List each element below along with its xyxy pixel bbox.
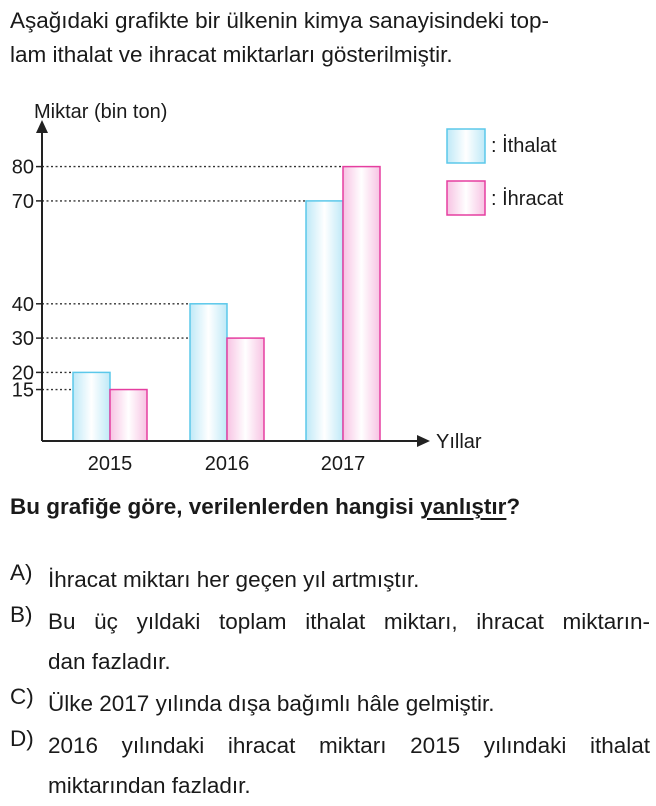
y-tick-label: 40 [11, 293, 34, 316]
y-tick-label: 70 [11, 190, 34, 213]
option-text: Ülke 2017 yılında dışa bağımlı hâle gelmiştir. [48, 691, 495, 716]
intro-line-1: Aşağıdaki grafikte bir ülkenin kimya sanayisindeki top- [10, 8, 550, 33]
x-tick-label: 2017 [320, 453, 366, 475]
legend-swatch-ithalat [447, 129, 485, 163]
bar-ithalat-2017 [306, 201, 343, 441]
option-letter: A) [10, 560, 33, 585]
question-underlined: yanlıştır [420, 494, 507, 519]
option-letter: D) [10, 726, 34, 751]
bar-ihracat-2017 [343, 167, 380, 441]
option-text: Bu üç yıldaki toplam ithalat miktarı, ihracat miktarın- [48, 609, 650, 634]
y-axis-label: Miktar (bin ton) [34, 101, 168, 123]
y-tick-label: 15 [11, 379, 34, 402]
option-text: miktarından fazladır. [48, 773, 251, 798]
x-axis-arrow [417, 435, 430, 447]
bar-ihracat-2015 [110, 390, 147, 441]
y-tick-label: 20 [11, 362, 34, 385]
option-letter: C) [10, 684, 34, 709]
option-text: dan fazladır. [48, 649, 171, 674]
x-tick-label: 2015 [87, 453, 133, 475]
bar-ithalat-2015 [73, 372, 110, 441]
intro-line-2: lam ithalat ve ihracat miktarları gösterilmiştir. [10, 42, 453, 67]
x-axis-label: Yıllar [436, 431, 482, 453]
option-text: İhracat miktarı her geçen yıl artmıştır. [48, 567, 420, 592]
option-letter: B) [10, 602, 33, 627]
option-text: 2016 yılındaki ihracat miktarı 2015 yılındaki ithalat [48, 733, 650, 758]
legend-label-ihracat: : İhracat [491, 188, 564, 210]
x-tick-label: 2016 [204, 453, 250, 475]
legend-swatch-ihracat [447, 181, 485, 215]
bar-ihracat-2016 [227, 338, 264, 441]
question-mark: ? [506, 494, 521, 519]
y-tick-label: 30 [11, 328, 34, 351]
y-tick-label: 80 [11, 156, 34, 179]
legend-label-ithalat: : İthalat [491, 135, 557, 157]
question [10, 494, 520, 520]
question-text: Bu grafiğe göre, verilenlerden hangisi [10, 494, 421, 519]
bar-ithalat-2016 [190, 304, 227, 441]
